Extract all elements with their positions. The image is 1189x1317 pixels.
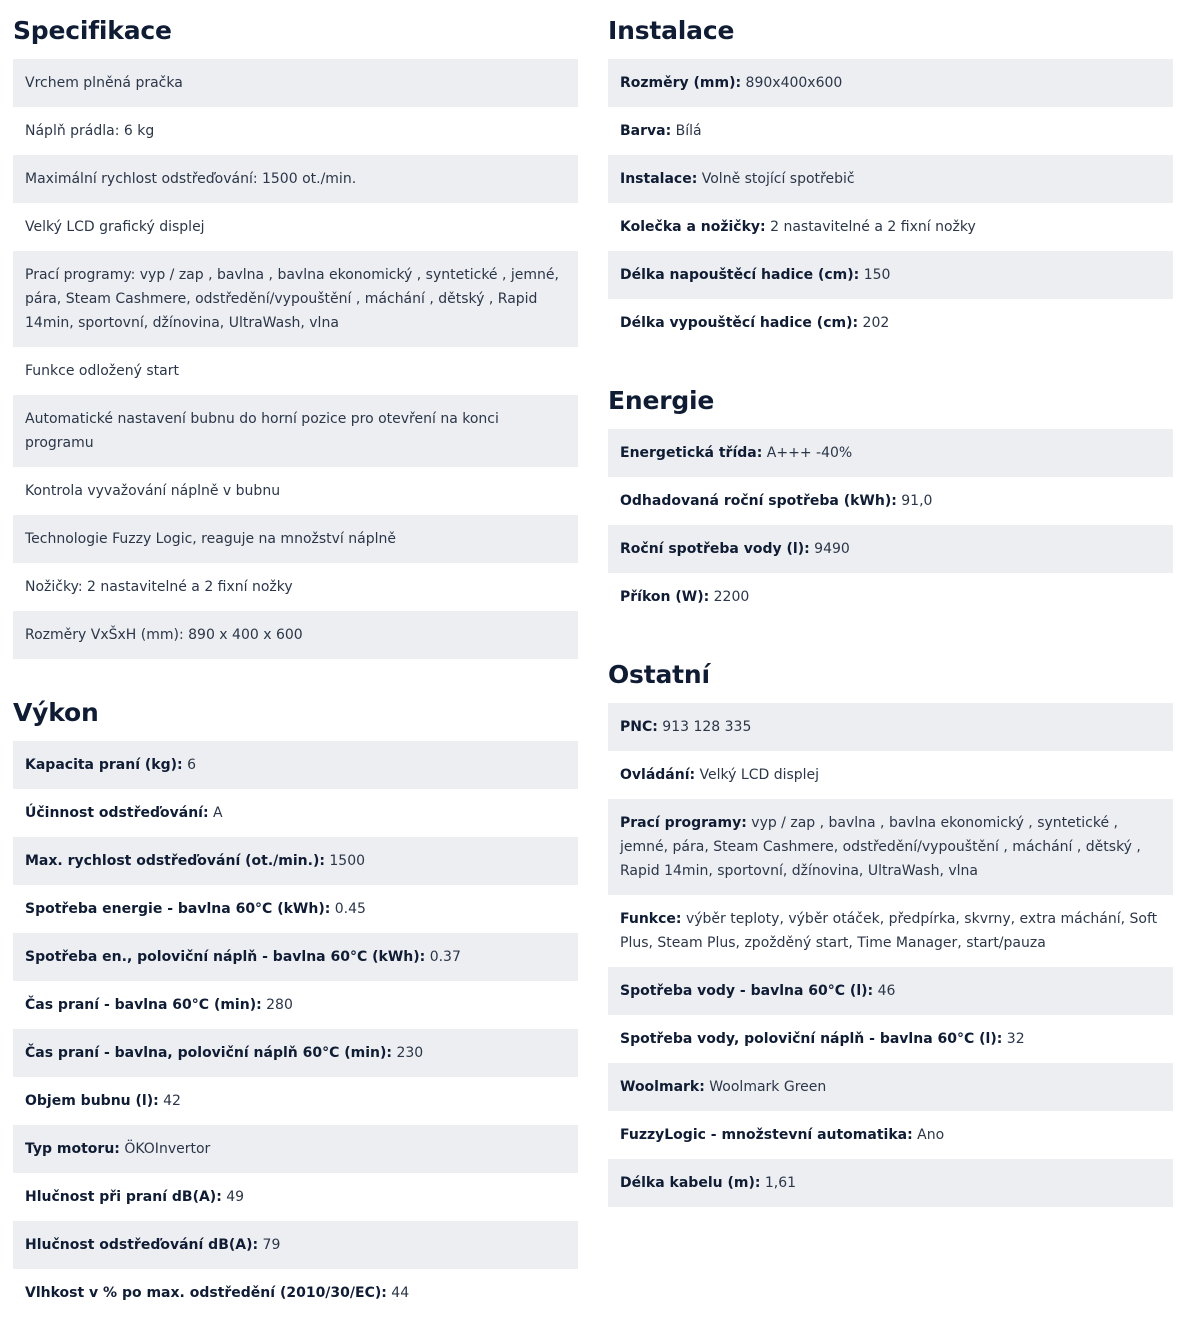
row-value: 0.37: [425, 949, 461, 965]
section-title-energie: Energie: [608, 386, 715, 415]
row-label: Spotřeba energie - bavlna 60°C (kWh):: [25, 901, 331, 917]
row-label: Barva:: [620, 123, 672, 139]
vykon-row: [13, 1029, 578, 1077]
row-value: 1,61: [760, 1175, 797, 1191]
ostatni-row: [608, 1159, 1173, 1207]
energie-row: [608, 573, 1173, 621]
spec-row: [13, 515, 578, 563]
vykon-list: [13, 741, 578, 1317]
row-value: A+++ -40%: [762, 445, 853, 461]
row-value: 6: [182, 757, 196, 773]
row-label: Max. rychlost odstřeďování (ot./min.):: [25, 853, 325, 869]
row-value: Woolmark Green: [704, 1079, 827, 1095]
vykon-row: [13, 1173, 578, 1221]
row-value: 280: [261, 997, 293, 1013]
ostatni-row: [608, 703, 1173, 751]
row-value: Ano: [912, 1127, 945, 1143]
vykon-row: [13, 1221, 578, 1269]
row-value: 913 128 335: [657, 719, 752, 735]
row-label: Čas praní - bavlna 60°C (min):: [25, 997, 262, 1013]
energie-row: [608, 525, 1173, 573]
row-label: Délka vypouštěcí hadice (cm):: [620, 315, 859, 331]
row-value: Bílá: [671, 123, 702, 139]
row-label: Ovládání:: [620, 767, 696, 783]
instalace-row: [608, 107, 1173, 155]
spec-row: [13, 107, 578, 155]
row-value: 202: [858, 315, 890, 331]
spec-text: Velký LCD grafický displej: [25, 219, 205, 235]
row-label: Délka napouštěcí hadice (cm):: [620, 267, 860, 283]
row-value: 91,0: [896, 493, 933, 509]
ostatni-row: [608, 1111, 1173, 1159]
left-column: [13, 0, 578, 1317]
row-value: 0.45: [330, 901, 366, 917]
row-label: Spotřeba vody - bavlna 60°C (l):: [620, 983, 874, 999]
row-label: Rozměry (mm):: [620, 75, 742, 91]
vykon-row: [13, 837, 578, 885]
vykon-row: [13, 741, 578, 789]
row-value: 150: [859, 267, 891, 283]
row-value: 2 nastavitelné a 2 fixní nožky: [765, 219, 976, 235]
spec-text: Prací programy: vyp / zap , bavlna , bavlna ekonomický , syntetické , jemné, pára, Steam Cashmere, odstředění/vypouštění , máchání , dětský , Rapid 14min, sportovní, džínovina, UltraWash, vlna: [25, 267, 559, 331]
row-value: 79: [258, 1237, 281, 1253]
row-label: Příkon (W):: [620, 589, 710, 605]
row-label: Odhadovaná roční spotřeba (kWh):: [620, 493, 897, 509]
spec-row: [13, 203, 578, 251]
row-label: Woolmark:: [620, 1079, 705, 1095]
instalace-row: [608, 251, 1173, 299]
section-title-instalace: Instalace: [608, 16, 735, 45]
section-title-vykon: Výkon: [13, 698, 99, 727]
instalace-list: [608, 59, 1173, 347]
instalace-row: [608, 59, 1173, 107]
row-label: Instalace:: [620, 171, 698, 187]
vykon-row: [13, 933, 578, 981]
vykon-row: [13, 885, 578, 933]
row-label: Vlhkost v % po max. odstředění (2010/30/EC):: [25, 1285, 387, 1301]
row-value: 44: [386, 1285, 410, 1301]
row-value: Volně stojící spotřebič: [697, 171, 855, 187]
spec-text: Rozměry VxŠxH (mm): 890 x 400 x 600: [25, 627, 303, 643]
row-value: 49: [221, 1189, 245, 1205]
row-label: Objem bubnu (l):: [25, 1093, 159, 1109]
row-value: 32: [1002, 1031, 1025, 1047]
row-label: Typ motoru:: [25, 1141, 120, 1157]
row-label: Kapacita praní (kg):: [25, 757, 183, 773]
row-label: Hlučnost při praní dB(A):: [25, 1189, 222, 1205]
spec-text: Funkce odložený start: [25, 363, 179, 379]
instalace-row: [608, 155, 1173, 203]
row-value: Velký LCD displej: [695, 767, 820, 783]
row-label: Hlučnost odstřeďování dB(A):: [25, 1237, 259, 1253]
spec-text: Automatické nastavení bubnu do horní pozice pro otevření na konci programu: [25, 411, 499, 451]
ostatni-list: [608, 703, 1173, 1207]
row-label: Účinnost odstřeďování:: [25, 805, 209, 821]
section-spacer: [608, 347, 1173, 370]
vykon-row: [13, 981, 578, 1029]
ostatni-row: [608, 967, 1173, 1015]
row-value: 890x400x600: [741, 75, 843, 91]
row-value: 230: [392, 1045, 424, 1061]
row-value: vyp / zap , bavlna , bavlna ekonomický , syntetické , jemné, pára, Steam Cashmere, odstředění/vypouštění , máchání , dětský , Rapid 14min, sportovní, džínovina, UltraWash, vlna: [620, 815, 1141, 879]
instalace-row: [608, 299, 1173, 347]
row-label: PNC:: [620, 719, 658, 735]
vykon-row: [13, 1077, 578, 1125]
spec-row: [13, 251, 578, 347]
vykon-row: [13, 1125, 578, 1173]
row-value: 1500: [324, 853, 366, 869]
spec-row: [13, 563, 578, 611]
ostatni-row: [608, 1063, 1173, 1111]
row-value: A: [208, 805, 223, 821]
row-value: 46: [873, 983, 896, 999]
row-value: výběr teploty, výběr otáček, předpírka, skvrny, extra máchání, Soft Plus, Steam Plus, zpožděný start, Time Manager, start/pauza: [620, 911, 1158, 951]
spec-text: Technologie Fuzzy Logic, reaguje na množství náplně: [25, 531, 396, 547]
spec-row: [13, 467, 578, 515]
row-label: Spotřeba en., poloviční náplň - bavlna 60°C (kWh):: [25, 949, 426, 965]
spec-text: Kontrola vyvažování náplně v bubnu: [25, 483, 281, 499]
spec-text: Náplň prádla: 6 kg: [25, 123, 155, 139]
row-label: Prací programy:: [620, 815, 747, 831]
spec-text: Maximální rychlost odstřeďování: 1500 ot./min.: [25, 171, 357, 187]
energie-row: [608, 429, 1173, 477]
spec-row: [13, 347, 578, 395]
row-label: Kolečka a nožičky:: [620, 219, 766, 235]
row-label: Spotřeba vody, poloviční náplň - bavlna 60°C (l):: [620, 1031, 1003, 1047]
row-label: Čas praní - bavlna, poloviční náplň 60°C (min):: [25, 1045, 393, 1061]
row-value: 42: [158, 1093, 181, 1109]
ostatni-row: [608, 799, 1173, 895]
row-label: Energetická třída:: [620, 445, 763, 461]
row-label: Délka kabelu (m):: [620, 1175, 761, 1191]
spec-row: [13, 59, 578, 107]
row-value: ÖKOInvertor: [119, 1141, 211, 1157]
row-label: Funkce:: [620, 911, 682, 927]
section-spacer: [608, 621, 1173, 644]
spec-list: [13, 59, 578, 659]
vykon-row: [13, 1269, 578, 1317]
spec-row: [13, 395, 578, 467]
vykon-row: [13, 789, 578, 837]
spec-row: [13, 155, 578, 203]
row-value: 2200: [709, 589, 750, 605]
spec-row: [13, 611, 578, 659]
energie-list: [608, 429, 1173, 621]
section-spacer: [13, 659, 578, 682]
right-column: [608, 0, 1173, 1207]
instalace-row: [608, 203, 1173, 251]
ostatni-row: [608, 895, 1173, 967]
energie-row: [608, 477, 1173, 525]
ostatni-row: [608, 1015, 1173, 1063]
section-title-specifikace: Specifikace: [13, 16, 172, 45]
spec-text: Nožičky: 2 nastavitelné a 2 fixní nožky: [25, 579, 293, 595]
ostatni-row: [608, 751, 1173, 799]
spec-text: Vrchem plněná pračka: [25, 75, 183, 91]
section-title-ostatni: Ostatní: [608, 660, 710, 689]
row-label: Roční spotřeba vody (l):: [620, 541, 810, 557]
row-label: FuzzyLogic - množstevní automatika:: [620, 1127, 913, 1143]
row-value: 9490: [809, 541, 850, 557]
